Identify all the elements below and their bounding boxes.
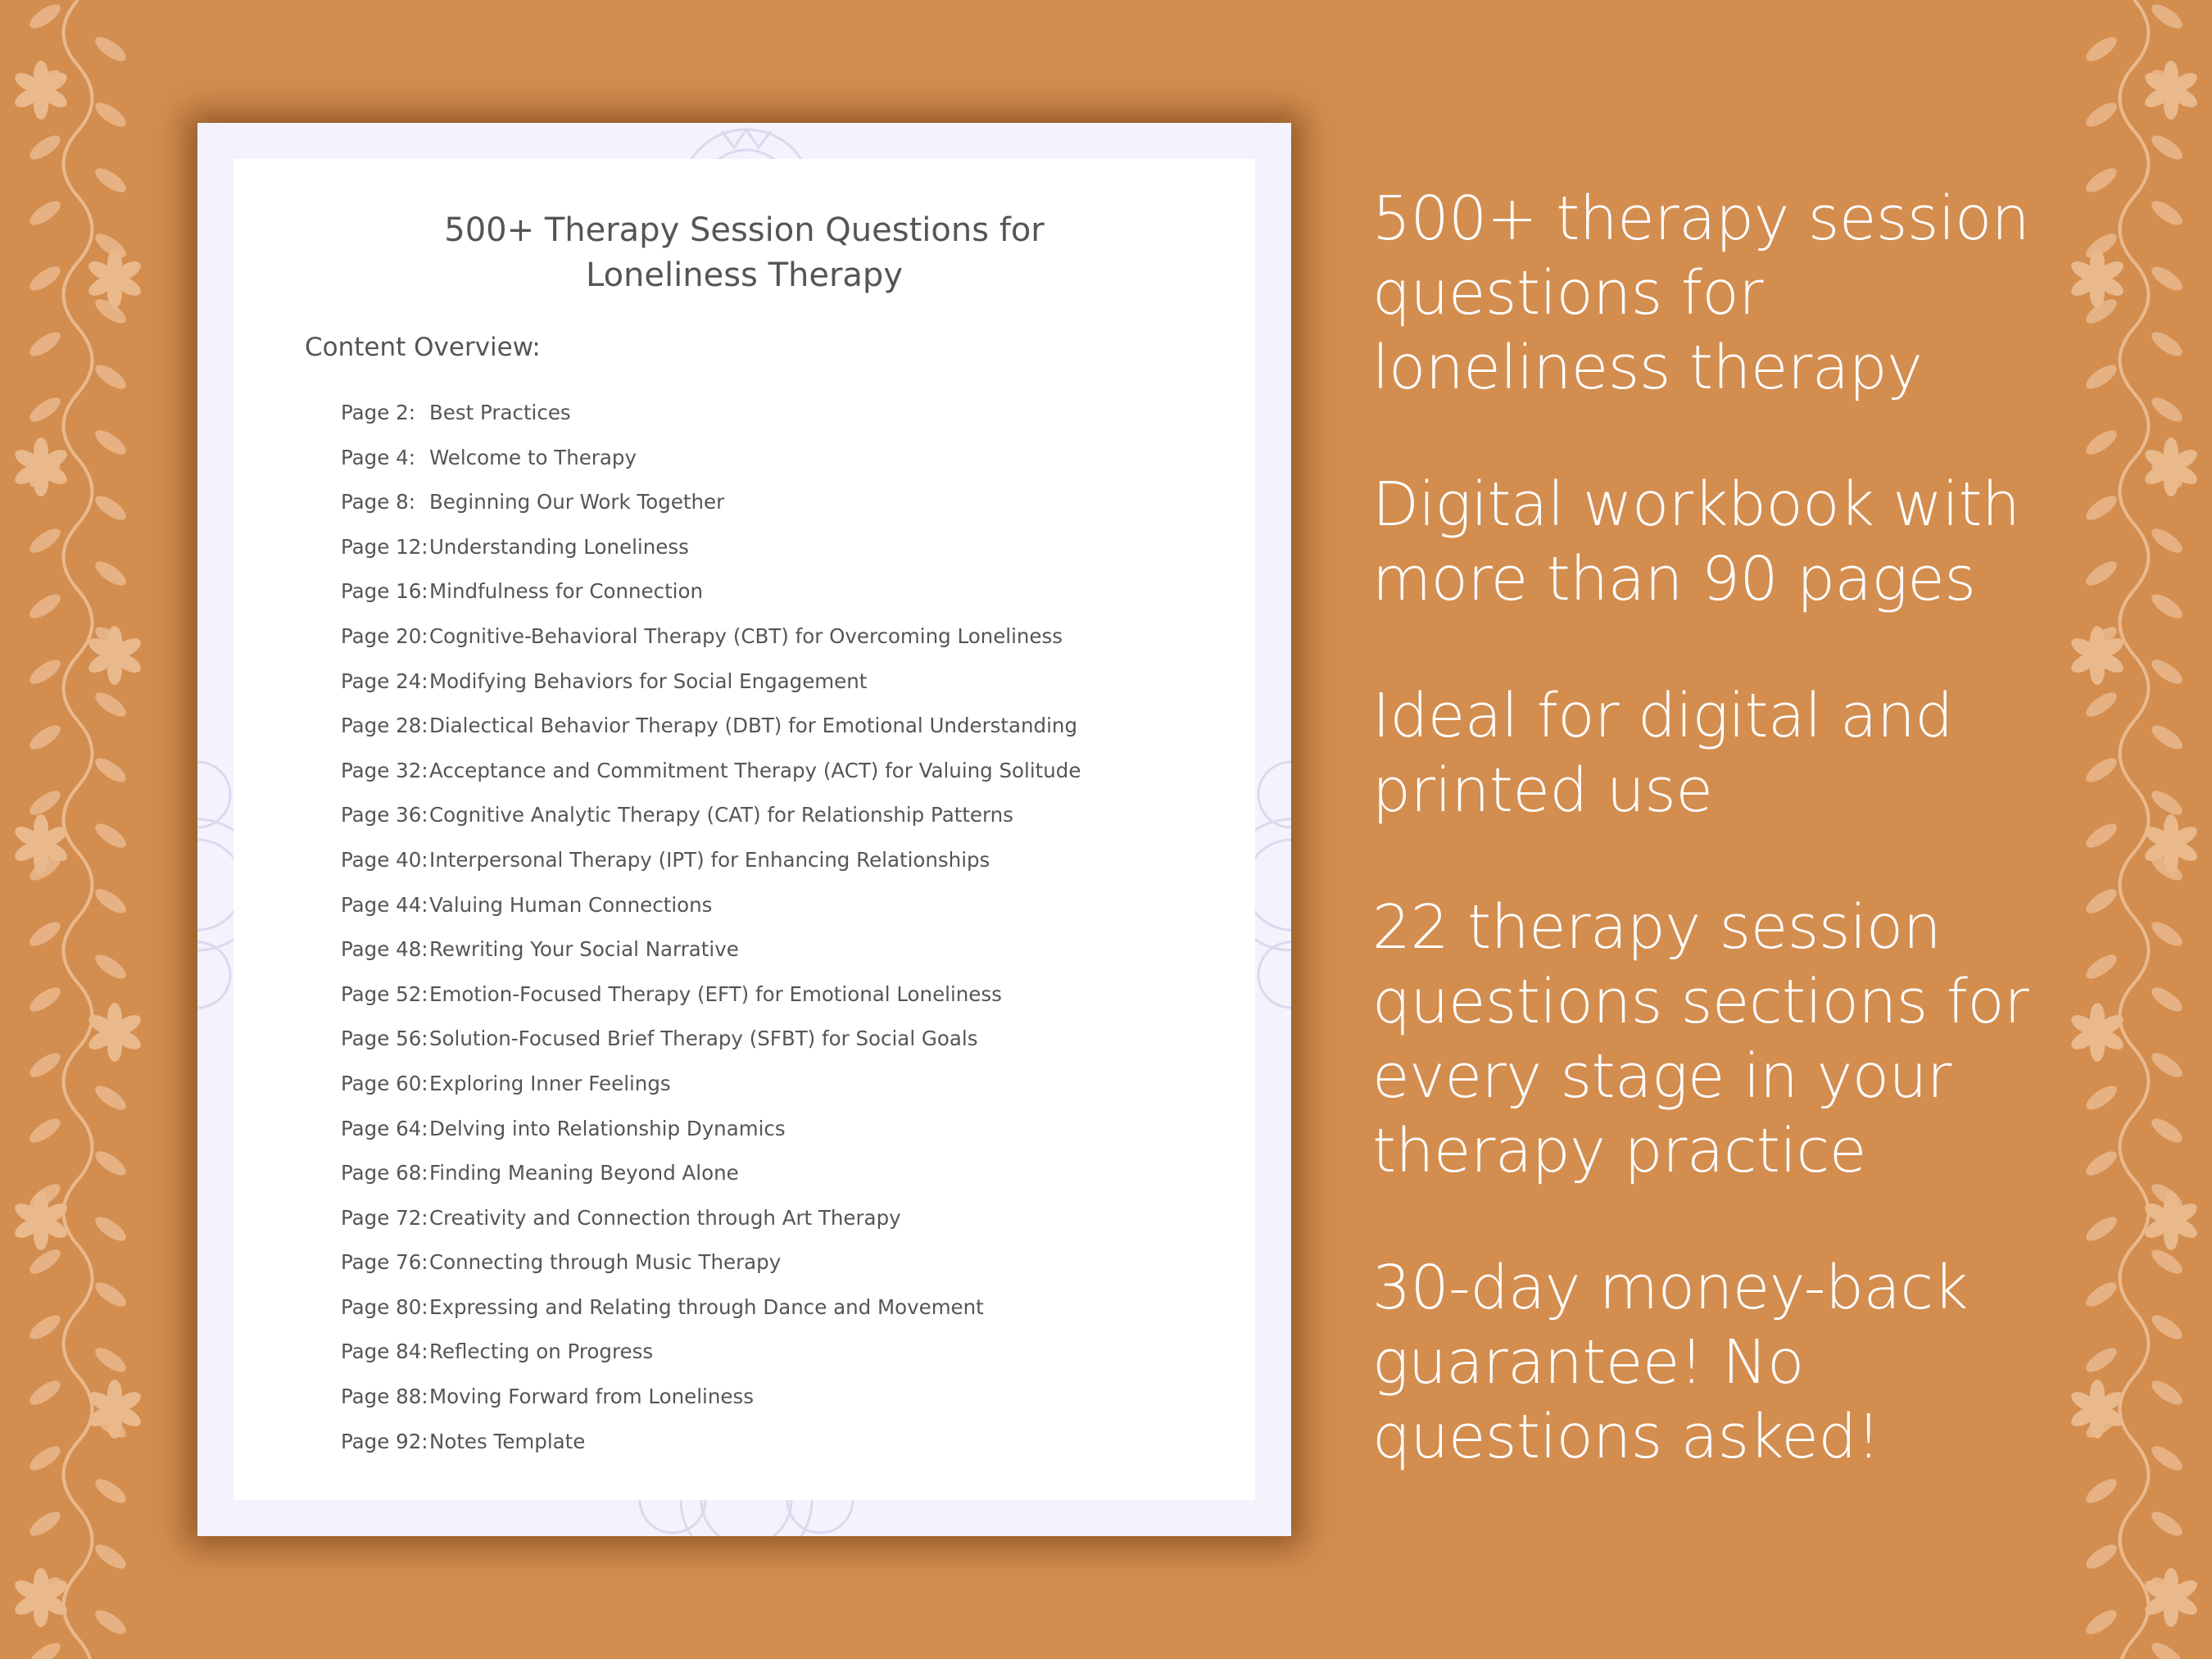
- toc-page-number: Page 88:: [341, 1385, 428, 1409]
- toc-section-title: Rewriting Your Social Narrative: [429, 937, 739, 962]
- feature-item: 22 therapy session questions sections for every stage in your therapy practice: [1372, 892, 2029, 1186]
- toc-section-title: Cognitive Analytic Therapy (CAT) for Relationship Patterns: [429, 803, 1013, 827]
- document-title: [233, 208, 1255, 298]
- toc-page-number: Page 64:: [341, 1116, 428, 1140]
- toc-page-number: Page 24:: [341, 669, 428, 693]
- toc-section-title: Best Practices: [429, 401, 571, 424]
- toc-section-title: Solution-Focused Brief Therapy (SFBT) for Social Goals: [429, 1027, 978, 1051]
- mandala-decoration-bottom-icon: [582, 1500, 910, 1536]
- toc-entry: [341, 1330, 1081, 1375]
- toc-section-title: Welcome to Therapy: [429, 445, 637, 469]
- vine-pattern-left-icon: [0, 0, 156, 1659]
- toc-entry: [341, 838, 1081, 883]
- toc-section-title: Notes Template: [429, 1429, 586, 1453]
- toc-section-title: Acceptance and Commitment Therapy (ACT) for Valuing Solitude: [429, 758, 1081, 782]
- toc-page-number: Page 60:: [341, 1071, 428, 1095]
- toc-page-number: Page 56:: [341, 1027, 428, 1051]
- toc-entry: [341, 793, 1081, 838]
- document-title-line-1: 500+ Therapy Session Questions for: [444, 211, 1045, 249]
- toc-page-number: Page 52:: [341, 981, 428, 1006]
- toc-entry: [341, 883, 1081, 928]
- toc-entry: [341, 1375, 1081, 1420]
- toc-section-title: Understanding Loneliness: [429, 534, 689, 559]
- document-sheet: [233, 159, 1255, 1500]
- feature-item: Digital workbook with more than 90 pages: [1372, 469, 2020, 614]
- document-title-line-2: Loneliness Therapy: [585, 256, 903, 294]
- toc-section-title: Reflecting on Progress: [429, 1339, 654, 1364]
- toc-entry: [341, 1420, 1081, 1465]
- mandala-decoration-left-icon: [197, 688, 233, 1081]
- toc-section-title: Interpersonal Therapy (IPT) for Enhancing Relationships: [429, 847, 990, 872]
- toc-page-number: Page 2:: [341, 401, 415, 424]
- toc-page-number: Page 76:: [341, 1250, 428, 1275]
- toc-page-number: Page 16:: [341, 579, 428, 604]
- toc-entry: [341, 480, 1081, 525]
- toc-section-title: Moving Forward from Loneliness: [429, 1385, 754, 1409]
- toc-page-number: Page 80:: [341, 1294, 428, 1319]
- toc-page-number: Page 40:: [341, 847, 428, 872]
- feature-item: Ideal for digital and printed use: [1372, 681, 1953, 826]
- feature-item: 500+ therapy session questions for loneliness therapy: [1372, 184, 2030, 403]
- toc-page-number: Page 48:: [341, 937, 428, 962]
- mandala-decoration-right-icon: [1255, 688, 1291, 1081]
- toc-entry: [341, 972, 1081, 1018]
- toc-entry: [341, 660, 1081, 705]
- toc-section-title: Modifying Behaviors for Social Engagement: [429, 669, 868, 693]
- toc-page-number: Page 20:: [341, 623, 428, 648]
- toc-section-title: Beginning Our Work Together: [429, 490, 725, 514]
- toc-entry: [341, 1107, 1081, 1152]
- feature-item: 30-day money-back guarantee! No questions asked!: [1372, 1253, 1968, 1472]
- vine-pattern-right-icon: [2056, 0, 2212, 1659]
- toc-entry: [341, 927, 1081, 972]
- toc-entry: [341, 525, 1081, 570]
- toc-page-number: Page 8:: [341, 490, 415, 514]
- toc-entry: [341, 1240, 1081, 1285]
- toc-section-title: Delving into Relationship Dynamics: [429, 1116, 786, 1140]
- toc-section-title: Creativity and Connection through Art Therapy: [429, 1205, 901, 1230]
- toc-entry: [341, 1285, 1081, 1330]
- toc-entry: [341, 1017, 1081, 1062]
- toc-entry: [341, 749, 1081, 794]
- toc-section-title: Finding Meaning Beyond Alone: [429, 1161, 739, 1185]
- toc-entry: [341, 704, 1081, 749]
- toc-section-title: Cognitive-Behavioral Therapy (CBT) for Overcoming Loneliness: [429, 623, 1063, 648]
- floral-border-right: [2056, 0, 2212, 1659]
- toc-page-number: Page 84:: [341, 1339, 428, 1364]
- mandala-decoration-top-icon: [582, 123, 910, 159]
- toc-section-title: Expressing and Relating through Dance and Movement: [429, 1294, 984, 1319]
- floral-border-left: [0, 0, 156, 1659]
- toc-entry: [341, 436, 1081, 481]
- toc-page-number: Page 92:: [341, 1429, 428, 1453]
- toc-section-title: Emotion-Focused Therapy (EFT) for Emotional Loneliness: [429, 981, 1002, 1006]
- toc-page-number: Page 44:: [341, 892, 428, 917]
- toc-section-title: Mindfulness for Connection: [429, 579, 704, 604]
- feature-list: [1372, 182, 2077, 1537]
- toc-page-number: Page 32:: [341, 758, 428, 782]
- toc-page-number: Page 28:: [341, 714, 428, 738]
- toc-entry: [341, 1062, 1081, 1107]
- toc-page-number: Page 72:: [341, 1205, 428, 1230]
- toc-section-title: Valuing Human Connections: [429, 892, 713, 917]
- table-of-contents: [341, 391, 1081, 1464]
- toc-page-number: Page 68:: [341, 1161, 428, 1185]
- content-overview-heading: Content Overview:: [305, 333, 541, 362]
- toc-section-title: Connecting through Music Therapy: [429, 1250, 782, 1275]
- toc-page-number: Page 4:: [341, 445, 415, 469]
- toc-entry: [341, 614, 1081, 660]
- document-page: [197, 123, 1291, 1536]
- toc-section-title: Exploring Inner Feelings: [429, 1071, 671, 1095]
- toc-entry: [341, 1196, 1081, 1241]
- toc-section-title: Dialectical Behavior Therapy (DBT) for Emotional Understanding: [429, 714, 1077, 738]
- toc-page-number: Page 36:: [341, 803, 428, 827]
- toc-entry: [341, 569, 1081, 614]
- toc-entry: [341, 391, 1081, 436]
- toc-entry: [341, 1151, 1081, 1196]
- toc-page-number: Page 12:: [341, 534, 428, 559]
